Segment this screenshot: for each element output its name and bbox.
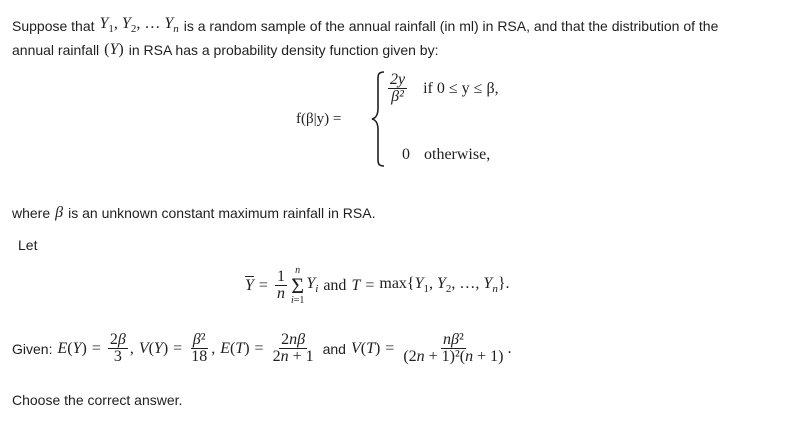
ybar-symbol: $\overline{Y}$ [245, 276, 254, 294]
intro-text-a: Suppose that [12, 18, 95, 34]
variance-vy: V ( Y ) = $\frac{\text{β²}}{18}$ , [138, 331, 216, 365]
given-label: Given: [12, 340, 53, 357]
expectation-ey: E ( Y ) = $\frac{2\beta}{3}$ , [57, 331, 134, 365]
where-text-a: where [12, 205, 51, 221]
summation: n Σ i=1 [290, 265, 305, 306]
one-over-n: $\frac{1}{n}$ [276, 268, 285, 303]
rainfall-variable: (Y) [104, 41, 124, 58]
pdf-case2-condition: otherwise, [424, 146, 491, 163]
and-label: and [322, 340, 346, 357]
let-label: Let [18, 237, 38, 253]
pdf-case2-value: 0 [402, 146, 410, 163]
intro-text-c: annual rainfall [12, 42, 100, 58]
pdf-case1-fraction [388, 72, 407, 105]
intro-line-1 [12, 16, 718, 36]
intro-text-d: in RSA has a probability density function given by: [128, 42, 439, 58]
let-equation: $\overline{Y}$ = $\frac{1}{n}$ n Σ i=1 $Y_i$ and T = $\max\{Y_1$, $Y_2$, …, $Y_n$}. [245, 265, 510, 306]
intro-text-b: is a random sample of the annual rainfall (in ml) in RSA, and that the distribution of the [183, 18, 719, 34]
sample-variables: $Y_1$, $Y_2$, … $Y_n$ [99, 15, 179, 36]
pdf-case1-numerator: 2y [390, 71, 406, 88]
variance-vt: V ( T ) = $\frac{\text{nβ²}}{\text{(2n + 1)²(n + 1)}}$ . [350, 331, 512, 365]
pdf-case-2 [402, 147, 490, 163]
intro-line-2 [12, 40, 438, 60]
choose-instruction: Choose the correct answer. [12, 392, 183, 408]
pdf-case-1 [386, 72, 499, 105]
pdf-case1-denominator: β² [391, 88, 404, 105]
where-text-b: is an unknown constant maximum rainfall in RSA. [68, 205, 376, 221]
given-line [12, 332, 512, 365]
pdf-case1-condition: if 0 ≤ y ≤ β, [423, 79, 499, 97]
beta-symbol: β [55, 204, 64, 221]
expectation-et: E ( T ) = $\frac{2n\beta}{2n + 1}$ [220, 331, 314, 365]
pdf-lhs: f(β|y) = [296, 111, 342, 127]
where-line [12, 203, 375, 223]
